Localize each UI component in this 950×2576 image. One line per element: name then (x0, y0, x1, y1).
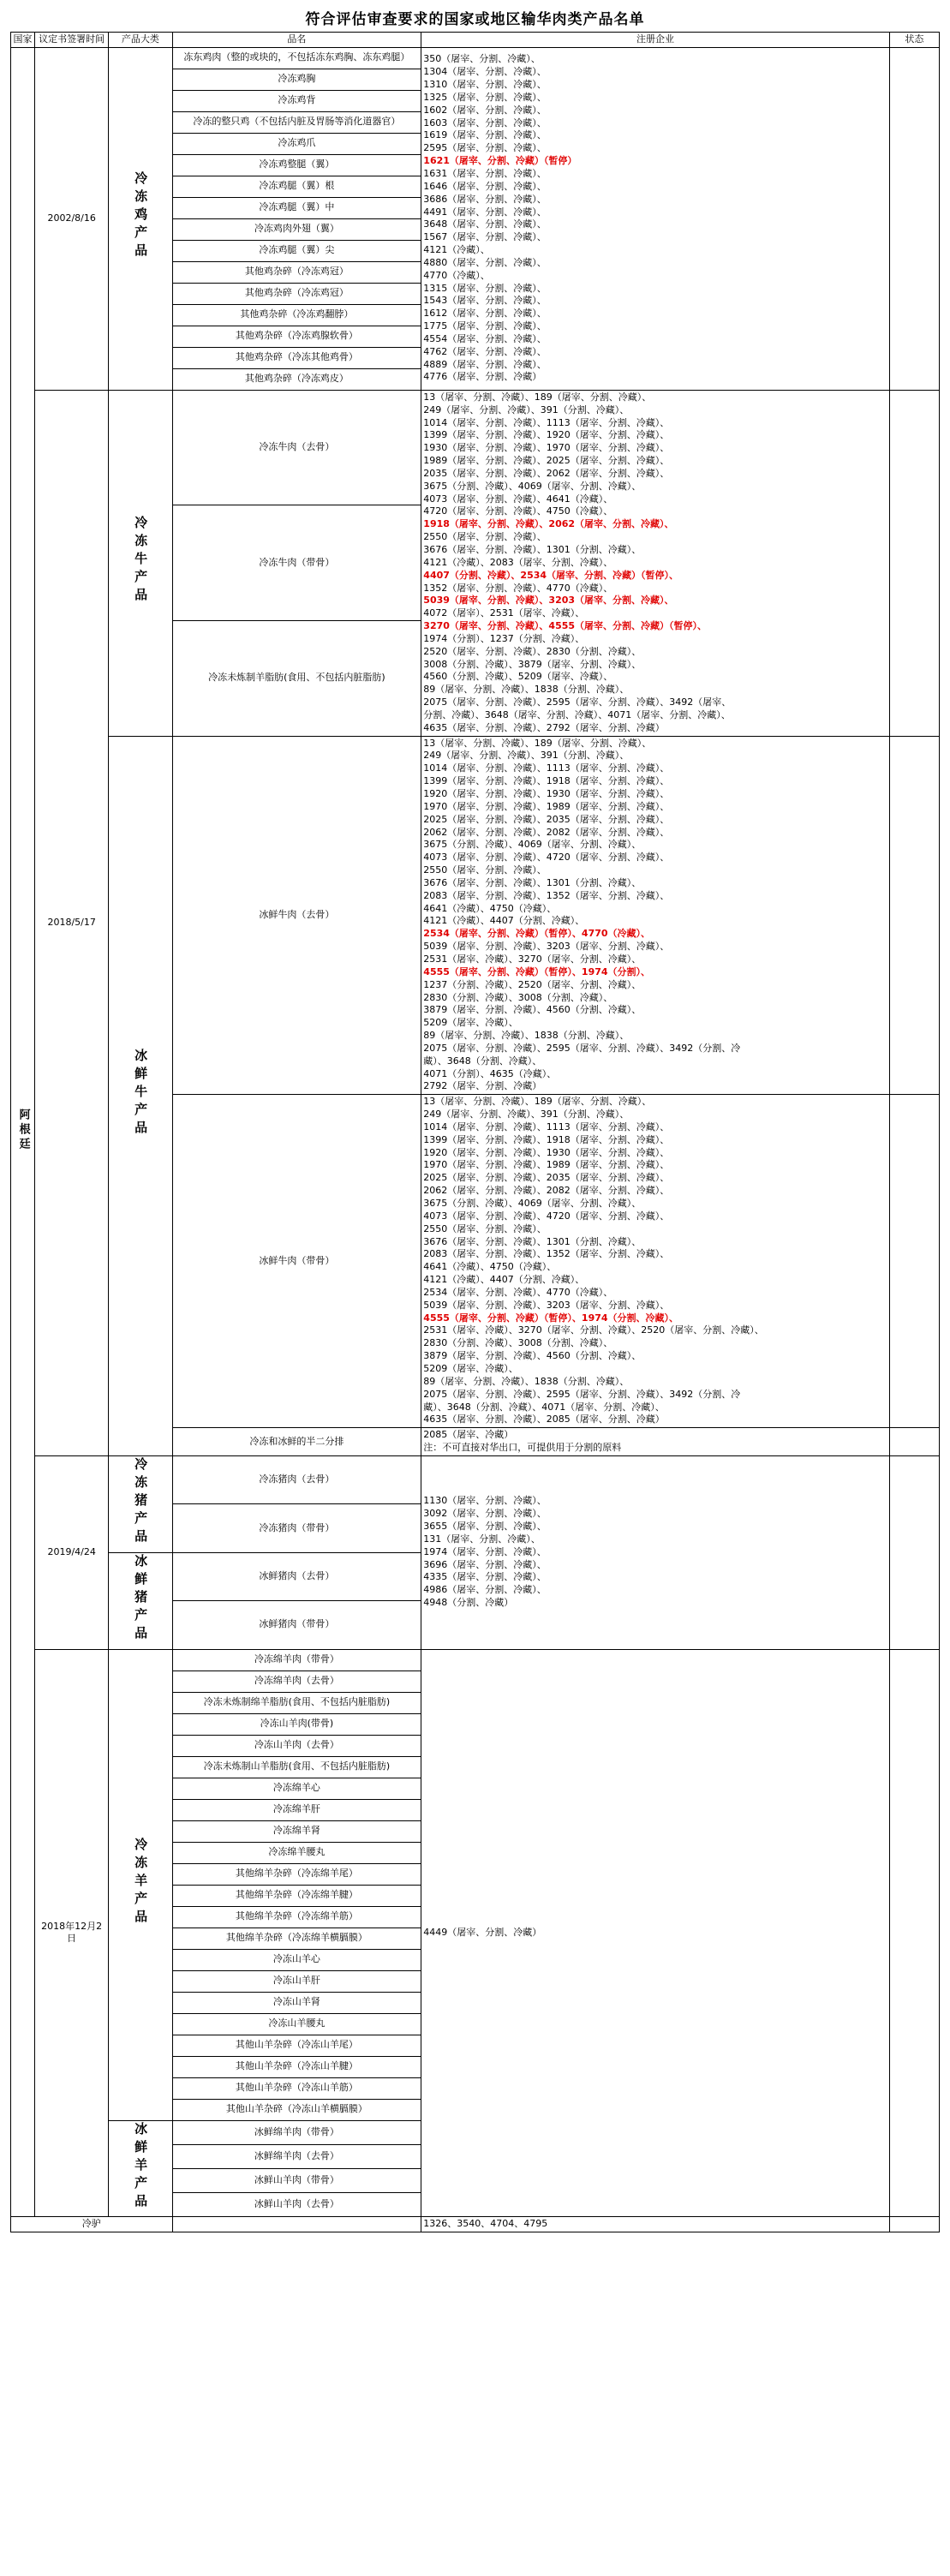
registered-line: 1310（屠宰、分割、冷藏）、 (423, 79, 547, 91)
registered-line: 2830（分割、冷藏）、3008（分割、冷藏）、 (423, 1337, 613, 1349)
page-title: 符合评估审查要求的国家或地区输华肉类产品名单 (305, 11, 645, 28)
product-name-cell: 冷冻绵羊腰丸 (172, 1842, 421, 1863)
registered-line: 1920（屠宰、分割、冷藏）、1930（屠宰、分割、冷藏）、 (423, 788, 670, 799)
registered-line: 5039（屠宰、分割、冷藏）、3203（屠宰、分割、冷藏）、 (423, 595, 674, 607)
category-cell-frozen-pork: 冷冻猪产品 (109, 1455, 172, 1552)
registered-line: 5039（屠宰、分割、冷藏）、3203（屠宰、分割、冷藏）、 (423, 1299, 670, 1311)
registered-line: 2085（屠宰、冷藏） (423, 1429, 514, 1441)
registered-line: 4073（屠宰、分割、冷藏）、4720（屠宰、分割、冷藏）、 (423, 1210, 670, 1222)
registered-line: 4560（分割、冷藏）、5209（屠宰、冷藏）、 (423, 671, 613, 683)
product-name-cell: 冰鲜山羊肉（去骨） (172, 2193, 421, 2217)
registered-line: 5039（屠宰、分割、冷藏）、3203（屠宰、分割、冷藏）、 (423, 941, 670, 953)
registered-line: 4073（屠宰、分割、冷藏）、4641（冷藏）、 (423, 493, 613, 505)
registered-line: 3686（屠宰、分割、冷藏）、 (423, 193, 547, 205)
protocol-date-cell-mutton: 2018年12月2日 (35, 1649, 109, 2217)
product-name-cell: 冷冻未炼制羊脂肪(食用、不包括内脏脂肪) (172, 621, 421, 737)
registered-line: 3675（分割、冷藏）、4069（屠宰、分割、冷藏）、 (423, 480, 642, 492)
registered-enterprises-frozen-beef (421, 390, 890, 736)
registered-line: 3655（屠宰、分割、冷藏）、 (423, 1521, 547, 1533)
registered-line: 3676（屠宰、分割、冷藏）、1301（分割、冷藏）、 (423, 543, 642, 555)
registered-line: 2595（屠宰、分割、冷藏）、 (423, 142, 547, 154)
registered-line: 1399（屠宰、分割、冷藏）、1920（屠宰、分割、冷藏）、 (423, 429, 670, 441)
registered-line: 2531（屠宰、冷藏）、3270（屠宰、分割、冷藏）、 (423, 953, 642, 965)
registered-line: 藏）、3648（分割、冷藏）、4071（屠宰、分割、冷藏）、 (423, 1401, 665, 1413)
header-category: 产品大类 (109, 33, 172, 48)
product-name-cell: 其他山羊杂碎（冷冻山羊尾） (172, 2035, 421, 2056)
table-row-footer (11, 2217, 940, 2232)
table-body (11, 47, 940, 2232)
registered-line: 2534（屠宰、分割、冷藏）、4770（冷藏）、 (423, 1286, 613, 1298)
product-name-cell: 冰鲜山羊肉（带骨） (172, 2168, 421, 2192)
registered-line: 1399（屠宰、分割、冷藏）、1918（屠宰、分割、冷藏）、 (423, 775, 670, 787)
registered-line: 2830（分割、冷藏）、3008（分割、冷藏）、 (423, 991, 613, 1003)
registered-enterprises-chilled-beef (421, 1428, 890, 1456)
category-cell-frozen-mutton: 冷冻羊产品 (109, 1649, 172, 2120)
registered-line: 2083（屠宰、分割、冷藏）、1352（屠宰、分割、冷藏）、 (423, 889, 670, 901)
registered-line: 1631（屠宰、分割、冷藏）、 (423, 167, 547, 179)
registered-line: 2075（屠宰、分割、冷藏）、2595（屠宰、分割、冷藏）、3492（分割、冷 (423, 1042, 741, 1054)
product-name-cell: 其他鸡杂碎（冷冻鸡冠） (172, 261, 421, 283)
status-cell (889, 1455, 939, 1649)
registered-line: 4555（屠宰、分割、冷藏）（暂停）、1974（分割、冷藏）、 (423, 1312, 679, 1324)
registered-enterprises-chilled-beef (421, 736, 890, 1095)
registered-line: 4889（屠宰、分割、冷藏）、 (423, 358, 547, 370)
registered-line: 2062（屠宰、分割、冷藏）、2082（屠宰、分割、冷藏）、 (423, 1185, 670, 1197)
product-name-cell: 冷冻鸡整腿（翼） (172, 154, 421, 176)
protocol-date-cell: 2002/8/16 (35, 47, 109, 390)
registered-line: 13（屠宰、分割、冷藏）、189（屠宰、分割、冷藏）、 (423, 737, 652, 749)
status-cell (889, 1428, 939, 1456)
table-row (11, 736, 940, 1095)
product-name-cell: 其他绵羊杂碎（冷冻绵羊尾） (172, 1863, 421, 1885)
registered-line: 分割、冷藏）、3648（屠宰、分割、冷藏）、4071（屠宰、分割、冷藏）、 (423, 708, 731, 720)
registered-line: 350（屠宰、分割、冷藏）、 (423, 53, 541, 65)
product-name-cell: 其他绵羊杂碎（冷冻绵羊横膈膜） (172, 1928, 421, 1949)
registered-line: 4641（冷藏）、4750（冷藏）、 (423, 1261, 557, 1273)
registered-line: 4770（冷藏）、 (423, 269, 490, 281)
product-name-cell: 其他山羊杂碎（冷冻山羊腱） (172, 2056, 421, 2077)
registered-line: 2550（屠宰、分割、冷藏）、 (423, 864, 547, 876)
footer-registered-cell: 1326、3540、4704、4795 (421, 2217, 890, 2232)
registered-line: 13（屠宰、分割、冷藏）、189（屠宰、分割、冷藏）、 (423, 391, 652, 403)
registered-line: 1619（屠宰、分割、冷藏）、 (423, 129, 547, 141)
registered-line: 1974（屠宰、分割、冷藏）、 (423, 1545, 547, 1557)
registered-line: 1399（屠宰、分割、冷藏）、1918（屠宰、分割、冷藏）、 (423, 1133, 670, 1145)
registered-line: 1646（屠宰、分割、冷藏）、 (423, 180, 547, 192)
category-cell-chilled-beef: 冰鲜牛产品 (109, 736, 172, 1455)
product-name-cell: 其他绵羊杂碎（冷冻绵羊筋） (172, 1906, 421, 1928)
registered-line: 4121（冷藏）、4407（分割、冷藏）、 (423, 915, 585, 927)
product-name-cell: 冻东鸡肉（整的或块的，不包括冻东鸡胸、冻东鸡腿） (172, 47, 421, 69)
product-name-cell: 冷冻山羊心 (172, 1949, 421, 1970)
status-cell (889, 47, 939, 390)
registered-line: 2550（屠宰、分割、冷藏）、 (423, 1222, 547, 1234)
registered-line: 4635（屠宰、分割、冷藏）、2085（屠宰、分割、冷藏） (423, 1414, 665, 1425)
registered-line: 3676（屠宰、分割、冷藏）、1301（分割、冷藏）、 (423, 876, 642, 888)
product-name-cell: 冷冻山羊腰丸 (172, 2013, 421, 2035)
registered-line: 2035（屠宰、分割、冷藏）、2062（屠宰、分割、冷藏）、 (423, 467, 670, 479)
registered-line: 1775（屠宰、分割、冷藏）、 (423, 320, 547, 332)
product-name-cell: 其他鸡杂碎（冷冻鸡腺软骨） (172, 326, 421, 347)
registered-line: 1621（屠宰、分割、冷藏）（暂停） (423, 155, 577, 167)
product-name-cell: 其他山羊杂碎（冷冻山羊筋） (172, 2077, 421, 2099)
registered-line: 4720（屠宰、分割、冷藏）、4750（冷藏）、 (423, 505, 613, 517)
product-name-cell: 冷冻山羊肝 (172, 1970, 421, 1992)
registered-line: 2075（屠宰、分割、冷藏）、2595（屠宰、分割、冷藏）、3492（分割、冷 (423, 1388, 741, 1400)
product-name-cell: 其他绵羊杂碎（冷冻绵羊腱） (172, 1885, 421, 1906)
registered-line: 3648（屠宰、分割、冷藏）、 (423, 218, 547, 230)
product-name-cell: 冷冻鸡背 (172, 90, 421, 111)
product-name-cell: 冷冻猪肉（去骨） (172, 1455, 421, 1503)
protocol-date-cell-beef: 2018/5/17 (35, 390, 109, 1455)
registered-line: 1014（屠宰、分割、冷藏）、1113（屠宰、分割、冷藏）、 (423, 1121, 670, 1133)
registered-line: 1325（屠宰、分割、冷藏）、 (423, 91, 547, 103)
product-name-cell: 冷冻山羊肾 (172, 1992, 421, 2013)
registered-line: 3696（屠宰、分割、冷藏）、 (423, 1558, 547, 1570)
registered-line: 1602（屠宰、分割、冷藏）、 (423, 104, 547, 116)
status-cell (889, 2217, 939, 2232)
product-name-cell: 冰鲜牛肉（去骨） (172, 736, 421, 1095)
country-cell: 阿根廷 (11, 47, 35, 2217)
product-name-cell: 冷冻绵羊肉（去骨） (172, 1671, 421, 1692)
table-header-row (11, 33, 940, 48)
product-name-cell: 其他鸡杂碎（冷冻鸡翻脖） (172, 304, 421, 326)
registered-line: 131（屠宰、分割、冷藏）、 (423, 1533, 541, 1545)
registered-line: 1970（屠宰、分割、冷藏）、1989（屠宰、分割、冷藏）、 (423, 1159, 670, 1171)
registered-line: 4073（屠宰、分割、冷藏）、4720（屠宰、分割、冷藏）、 (423, 852, 670, 864)
registered-line: 4555（屠宰、分割、冷藏）（暂停）、1974（分割）、 (423, 965, 651, 977)
registered-line: 3008（分割、冷藏）、3879（屠宰、分割、冷藏）、 (423, 658, 642, 670)
product-name-cell: 冷冻未炼制山羊脂肪(食用、不包括内脏脂肪) (172, 1756, 421, 1778)
table-row (11, 47, 940, 69)
registered-line: 2025（屠宰、分割、冷藏）、2035（屠宰、分割、冷藏）、 (423, 1172, 670, 1184)
product-name-cell: 冷冻绵羊肉（带骨） (172, 1649, 421, 1671)
product-name-cell: 冷冻绵羊肾 (172, 1820, 421, 1842)
category-cell-frozen-chicken: 冷冻鸡产品 (109, 47, 172, 390)
registered-line: 249（屠宰、分割、冷藏）、391（分割、冷藏）、 (423, 403, 630, 415)
registered-enterprises-pork (421, 1455, 890, 1649)
registered-line: 2792（屠宰、分割、冷藏） (423, 1080, 542, 1092)
product-name-cell: 冷冻的整只鸡（不包括内脏及胃肠等消化道器官） (172, 111, 421, 133)
registered-line: 1603（屠宰、分割、冷藏）、 (423, 117, 547, 129)
status-cell (889, 390, 939, 736)
protocol-date-cell-pork: 2019/4/24 (35, 1455, 109, 1649)
header-registered: 注册企业 (421, 33, 890, 48)
footer-product-cell (172, 2217, 421, 2232)
registered-line: 5209（屠宰、冷藏）、 (423, 1362, 518, 1374)
product-name-cell: 冷冻鸡胸 (172, 69, 421, 90)
registered-line: 4121（冷藏）、2083（屠宰、分割、冷藏）、 (423, 556, 613, 568)
product-name-cell: 冷冻鸡肉外翅（翼） (172, 218, 421, 240)
product-name-cell: 冷冻鸡腿（翼）中 (172, 197, 421, 218)
registered-line: 1989（屠宰、分割、冷藏）、2025（屠宰、分割、冷藏）、 (423, 455, 670, 467)
registered-line: 2531（屠宰、冷藏）、3270（屠宰、分割、冷藏）、2520（屠宰、分割、冷藏）、 (423, 1324, 764, 1336)
registered-line: 89（屠宰、分割、冷藏）、1838（分割、冷藏）、 (423, 1375, 630, 1387)
registered-line: 1130（屠宰、分割、冷藏）、 (423, 1495, 547, 1507)
table-row (11, 1455, 940, 1503)
registered-line: 3675（分割、冷藏）、4069（屠宰、分割、冷藏）、 (423, 1198, 642, 1209)
registered-line: 1974（分割）、1237（分割、冷藏）、 (423, 632, 585, 644)
registered-line: 13（屠宰、分割、冷藏）、189（屠宰、分割、冷藏）、 (423, 1096, 652, 1108)
registered-line: 4635（屠宰、分割、冷藏）、2792（屠宰、分割、冷藏） (423, 721, 665, 733)
registered-line: 3675（分割、冷藏）、4069（屠宰、分割、冷藏）、 (423, 839, 642, 851)
status-cell (889, 1649, 939, 2217)
registered-line: 1920（屠宰、分割、冷藏）、1930（屠宰、分割、冷藏）、 (423, 1146, 670, 1158)
registered-line: 3676（屠宰、分割、冷藏）、1301（分割、冷藏）、 (423, 1235, 642, 1247)
registered-line: 4880（屠宰、分割、冷藏）、 (423, 256, 547, 268)
header-status: 状态 (889, 33, 939, 48)
registered-line: 5209（屠宰、冷藏）、 (423, 1017, 518, 1029)
product-name-cell: 冷冻绵羊肝 (172, 1799, 421, 1820)
registered-line: 4071（分割）、4635（冷藏）、 (423, 1067, 557, 1079)
registered-enterprises-mutton (421, 1649, 890, 2217)
registered-line: 1304（屠宰、分割、冷藏）、 (423, 66, 547, 78)
registered-line: 2534（屠宰、分割、冷藏）（暂停）、4770（冷藏）、 (423, 928, 651, 940)
registered-line: 4335（屠宰、分割、冷藏）、 (423, 1571, 547, 1583)
header-product: 品名 (172, 33, 421, 48)
product-name-cell: 冰鲜猪肉（带骨） (172, 1601, 421, 1649)
product-name-cell: 其他鸡杂碎（冷冻其他鸡骨） (172, 347, 421, 368)
table-row (11, 1649, 940, 1671)
registered-line: 4776（屠宰、分割、冷藏） (423, 371, 542, 383)
header-date: 议定书签署时间 (35, 33, 109, 48)
registered-line: 4121（冷藏）、4407（分割、冷藏）、 (423, 1274, 585, 1286)
registered-line: 1970（屠宰、分割、冷藏）、1989（屠宰、分割、冷藏）、 (423, 800, 670, 812)
product-name-cell: 冷冻鸡腿（翼）根 (172, 176, 421, 197)
registered-line: 3270（屠宰、分割、冷藏）、4555（屠宰、分割、冷藏）（暂停）、 (423, 620, 708, 632)
registered-line: 藏）、3648（分割、冷藏）、 (423, 1055, 542, 1067)
registered-line: 1930（屠宰、分割、冷藏）、1970（屠宰、分割、冷藏）、 (423, 442, 670, 454)
product-name-cell: 冷冻牛肉（去骨） (172, 390, 421, 505)
product-name-cell: 冷冻和冰鲜的半二分排 (172, 1428, 421, 1456)
registered-line: 1014（屠宰、分割、冷藏）、1113（屠宰、分割、冷藏）、 (423, 762, 670, 774)
table-row (11, 390, 940, 505)
registered-line: 3879（屠宰、分割、冷藏）、4560（分割、冷藏）、 (423, 1350, 642, 1362)
registered-line: 1567（屠宰、分割、冷藏）、 (423, 231, 547, 243)
registered-enterprises-chilled-beef (421, 1095, 890, 1428)
product-name-cell: 冷冻牛肉（带骨） (172, 505, 421, 621)
product-name-cell: 其他山羊杂碎（冷冻山羊横膈膜） (172, 2099, 421, 2120)
registered-line: 4986（屠宰、分割、冷藏）、 (423, 1584, 547, 1596)
registered-line: 4121（冷藏）、 (423, 244, 490, 256)
registered-line: 1315（屠宰、分割、冷藏）、 (423, 282, 547, 294)
header-country: 国家 (11, 33, 35, 48)
registered-line: 4948（分割、冷藏） (423, 1597, 514, 1609)
product-name-cell: 冰鲜牛肉（带骨） (172, 1095, 421, 1428)
product-name-cell: 冷冻山羊肉（去骨） (172, 1735, 421, 1756)
registered-line: 1014（屠宰、分割、冷藏）、1113（屠宰、分割、冷藏）、 (423, 416, 670, 428)
registered-line: 89（屠宰、分割、冷藏）、1838（分割、冷藏）、 (423, 1030, 630, 1042)
status-cell (889, 736, 939, 1095)
product-name-cell: 冰鲜猪肉（去骨） (172, 1552, 421, 1600)
registered-line: 2025（屠宰、分割、冷藏）、2035（屠宰、分割、冷藏）、 (423, 813, 670, 825)
product-name-cell: 冷冻山羊肉(带骨) (172, 1713, 421, 1735)
registered-line: 1237（分割、冷藏）、2520（屠宰、分割、冷藏）、 (423, 978, 642, 990)
registered-line: 1543（屠宰、分割、冷藏）、 (423, 295, 547, 307)
registered-line: 注：不可直接对华出口，可提供用于分割的原料 (423, 1442, 622, 1454)
registered-line: 3879（屠宰、分割、冷藏）、4560（分割、冷藏）、 (423, 1004, 642, 1016)
registered-line: 249（屠宰、分割、冷藏）、391（分割、冷藏）、 (423, 1109, 630, 1121)
registered-line: 1918（屠宰、分割、冷藏）、2062（屠宰、分割、冷藏）、 (423, 518, 674, 530)
product-list-table (10, 32, 940, 2232)
category-cell-chilled-mutton: 冰鲜羊产品 (109, 2120, 172, 2217)
registered-line: 2520（屠宰、分割、冷藏）、2830（分割、冷藏）、 (423, 645, 642, 657)
footer-category-cell: 冷驴 (11, 2217, 173, 2232)
registered-line: 2083（屠宰、分割、冷藏）、1352（屠宰、分割、冷藏）、 (423, 1248, 670, 1260)
registered-line: 2062（屠宰、分割、冷藏）、2082（屠宰、分割、冷藏）、 (423, 826, 670, 838)
product-name-cell: 冷冻绵羊心 (172, 1778, 421, 1799)
product-name-cell: 冰鲜绵羊肉（去骨） (172, 2144, 421, 2168)
product-name-cell: 冷冻鸡爪 (172, 133, 421, 154)
product-name-cell: 冰鲜绵羊肉（带骨） (172, 2120, 421, 2144)
product-name-cell: 其他鸡杂碎（冷冻鸡皮） (172, 368, 421, 390)
registered-line: 1612（屠宰、分割、冷藏）、 (423, 308, 547, 320)
product-name-cell: 冷冻鸡腿（翼）尖 (172, 240, 421, 261)
registered-line: 89（屠宰、分割、冷藏）、1838（分割、冷藏）、 (423, 684, 630, 696)
product-name-cell: 冷冻未炼制绵羊脂肪(食用、不包括内脏脂肪) (172, 1692, 421, 1713)
status-cell (889, 1095, 939, 1428)
registered-line: 4762（屠宰、分割、冷藏）、 (423, 345, 547, 357)
registered-line: 3092（屠宰、分割、冷藏）、 (423, 1508, 547, 1520)
registered-line: 249（屠宰、分割、冷藏）、391（分割、冷藏）、 (423, 750, 630, 762)
registered-line: 1352（屠宰、分割、冷藏）、4770（冷藏）、 (423, 582, 613, 594)
product-name-cell: 冷冻猪肉（带骨） (172, 1504, 421, 1552)
product-name-cell: 其他鸡杂碎（冷冻鸡冠） (172, 283, 421, 304)
category-cell-frozen-beef: 冷冻牛产品 (109, 390, 172, 736)
registered-line: 4407（分割、冷藏）、2534（屠宰、分割、冷藏）（暂停）、 (423, 569, 679, 581)
registered-line: 4449（屠宰、分割、冷藏） (423, 1927, 542, 1939)
registered-line: 2075（屠宰、分割、冷藏）、2595（屠宰、分割、冷藏）、3492（屠宰、 (423, 696, 732, 708)
registered-line: 4491（屠宰、分割、冷藏）、 (423, 206, 547, 218)
registered-line: 4641（冷藏）、4750（冷藏）、 (423, 902, 557, 914)
category-cell-chilled-pork: 冰鲜猪产品 (109, 1552, 172, 1649)
registered-line: 2550（屠宰、分割、冷藏）、 (423, 531, 547, 543)
registered-line: 4554（屠宰、分割、冷藏）、 (423, 332, 547, 344)
registered-line: 4072（屠宰）、2531（屠宰、冷藏）、 (423, 607, 585, 619)
registered-enterprises-chicken (421, 47, 890, 390)
